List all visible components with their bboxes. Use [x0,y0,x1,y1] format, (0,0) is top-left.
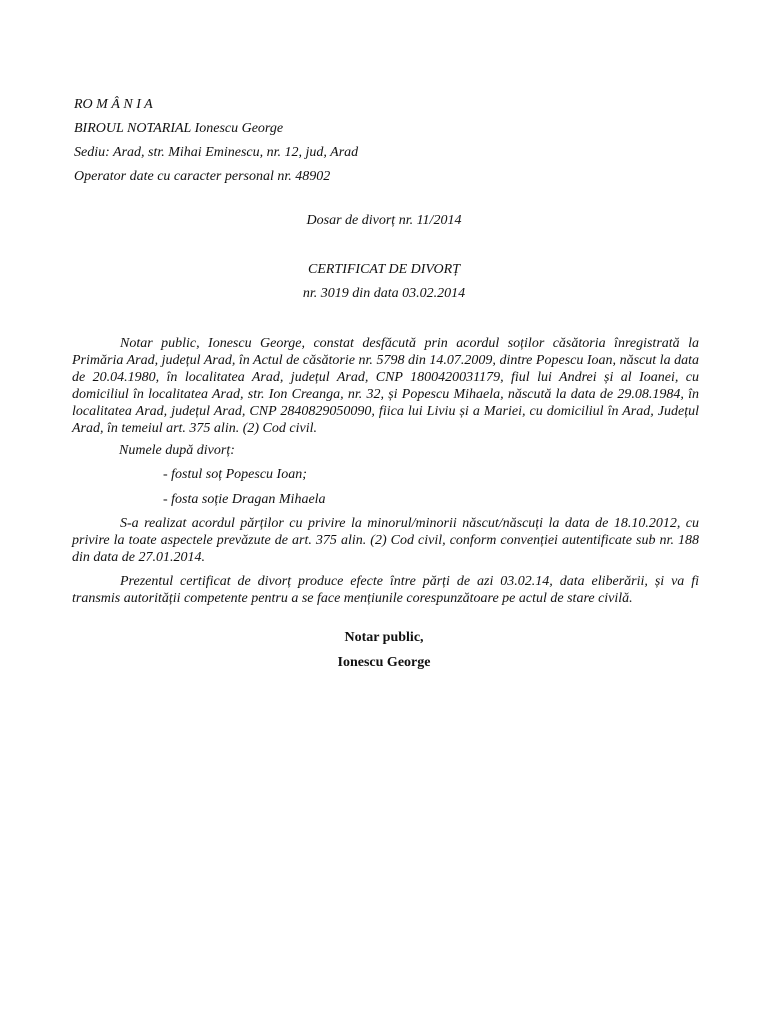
main-paragraph-block [72,335,699,437]
address-line: Sediu: Arad, str. Mihai Eminescu, nr. 12, jud, Arad [74,145,359,160]
effects-paragraph-block [72,573,699,607]
names-after-divorce-label: Numele după divorț: [119,443,235,458]
effects-paragraph: Prezentul certificat de divorț produce efecte între părți de azi 03.02.14, data eliberării, și va fi transmis autorității competente pentru a se face mențiunile corespunzătoare pe actul de stare civilă. [72,574,699,606]
operator-line: Operator date cu caracter personal nr. 48902 [74,169,331,184]
country-line: RO M Â N I A [74,97,153,112]
signature-name: Ionescu George [337,655,431,670]
main-paragraph: Notar public, Ionescu George, constat desfăcută prin acordul soților căsătoria înregistrată la Primăria Arad, județul Arad, în Actul de căsătorie nr. 5798 din 14.07.2009, dintre Popescu Ioan, născut la data de 20.04.1980, în localitatea Arad, județul Arad, CNP 1800420031179, fiul lui Andrei și al Ioanei, cu domiciliul în localitatea Arad, str. Ion Creanga, nr. 32, și Popescu Mihaela, născută la data de 29.08.1984, în localitatea Arad, județul Arad, CNP 2840829050090, fiica lui Liviu și a Mariei, cu domiciliul în Arad, Județul Arad, în temeiul art. 375 alin. (2) Cod civil. [72,336,699,436]
former-husband-name: - fostul soț Popescu Ioan; [163,467,307,482]
former-wife-name: - fosta soție Dragan Mihaela [163,492,326,507]
certificate-title: CERTIFICAT DE DIVORȚ [307,262,461,277]
agreement-paragraph-block [72,515,699,566]
signature-role: Notar public, [344,630,424,645]
notary-header [74,93,358,189]
agreement-paragraph: S-a realizat acordul părților cu privire la minorul/minorii născut/născuți la data de 18.10.2012, cu privire la toate aspectele prevăzute de art. 375 alin. (2) Cod civil, conform convenției autentificate sub nr. 188 din data de 27.01.2014. [72,516,699,565]
certificate-number: nr. 3019 din data 03.02.2014 [302,286,466,301]
notary-office-line: BIROUL NOTARIAL Ionescu George [74,121,284,136]
dossier-number: Dosar de divorț nr. 11/2014 [306,213,462,228]
